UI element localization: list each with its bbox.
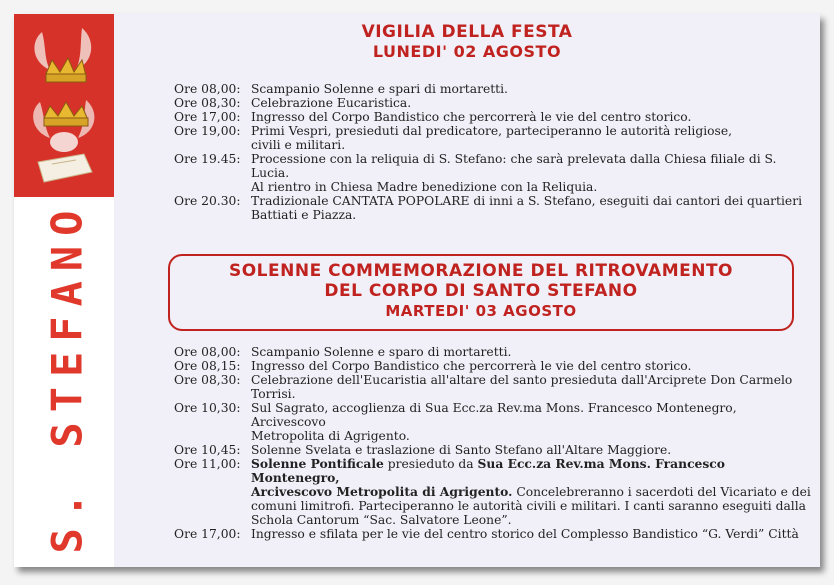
commemorazione-date: MARTEDI' 03 AGOSTO [385, 302, 577, 320]
event-description [251, 345, 811, 359]
event-description [251, 194, 811, 222]
vigilia-schedule [174, 82, 811, 222]
event-description [251, 110, 811, 124]
schedule-row [174, 401, 811, 443]
schedule-row [174, 345, 811, 359]
sidebar-red-panel [14, 14, 114, 197]
event-description [251, 373, 811, 401]
event-text: civili e militari. [251, 138, 346, 152]
saint-stephen-emblem-icon [22, 22, 106, 192]
event-bold-text: Sua Ecc.za Rev.ma Mons. Francesco Montenegro, [251, 456, 725, 485]
event-text: Metropolita di Agrigento. [251, 429, 410, 443]
event-time: Ore 08,15: [174, 359, 241, 373]
schedule-content [114, 14, 820, 567]
event-time: Ore 19,00: [174, 124, 241, 138]
event-time: Ore 10,30: [174, 401, 241, 415]
event-text: Primi Vespri, presieduti dal predicatore, parteciperanno le autorità religiose, [251, 124, 733, 138]
schedule-row [174, 124, 811, 152]
event-time: Ore 10,45: [174, 443, 241, 457]
schedule-row [174, 110, 811, 124]
event-text: Ingresso del Corpo Bandistico che percorrerà le vie del centro storico. [251, 110, 692, 124]
event-time: Ore 08,00: [174, 345, 241, 359]
event-text: Schola Cantorum “Sac. Salvatore Leone”. [251, 513, 512, 527]
event-time: Ore 08,30: [174, 373, 241, 387]
vigilia-title: VIGILIA DELLA FESTA [361, 22, 573, 42]
flyer-page [14, 14, 820, 567]
event-time: Ore 17,00: [174, 110, 241, 124]
event-text: Solenne Svelata e traslazione di Santo Stefano all'Altare Maggiore. [251, 443, 672, 457]
event-time: Ore 08,00: [174, 82, 241, 96]
schedule-row [174, 96, 811, 110]
event-text-line [251, 457, 811, 485]
event-description [251, 401, 811, 443]
event-description [251, 124, 811, 152]
schedule-row [174, 194, 811, 222]
event-time: Ore 19.45: [174, 152, 241, 166]
schedule-row [174, 457, 811, 527]
schedule-row [174, 527, 811, 541]
event-text: Processione con la reliquia di S. Stefano: che sarà prelevata dalla Chiesa filiale di S. Lucia. [251, 152, 777, 180]
event-text: Scampanio Solenne e spari di mortaretti. [251, 82, 508, 96]
event-text: Al rientro in Chiesa Madre benedizione con la Reliquia. [251, 180, 598, 194]
vigilia-date: LUNEDI' 02 AGOSTO [372, 42, 562, 61]
schedule-row [174, 443, 811, 457]
event-text: presieduto da [383, 457, 478, 471]
event-text: Celebrazione Eucaristica. [251, 96, 412, 110]
event-text: Celebrazione dell'Eucaristia all'altare del santo presieduta dall'Arciprete Don Carmelo [251, 373, 793, 387]
event-bold-text: Arcivescovo Metropolita di Agrigento. [251, 484, 513, 499]
event-description [251, 457, 811, 527]
event-description [251, 443, 811, 457]
sidebar-title: S. STEFANO [42, 200, 92, 554]
sidebar [14, 14, 114, 567]
event-bold-text: Solenne Pontificale [251, 456, 384, 471]
event-time: Ore 17,00: [174, 527, 241, 541]
event-text: Tradizionale CANTATA POPOLARE di inni a S. Stefano, eseguiti dai cantori dei quartieri [251, 194, 803, 208]
commemorazione-title-box [168, 254, 794, 331]
event-text: Concelebreranno i sacerdoti del Vicariato e dei [512, 485, 811, 499]
schedule-row [174, 82, 811, 96]
event-description [251, 96, 811, 110]
commemorazione-title-line1: SOLENNE COMMEMORAZIONE DEL RITROVAMENTO [228, 261, 734, 281]
event-time: Ore 08,30: [174, 96, 241, 110]
event-description [251, 82, 811, 96]
schedule-row [174, 359, 811, 373]
event-description [251, 152, 811, 194]
event-text-line [251, 485, 811, 499]
event-text: Ingresso e sfilata per le vie del centro storico del Complesso Bandistico “G. Verdi” Città [251, 527, 799, 541]
event-text: Ingresso del Corpo Bandistico che percorrerà le vie del centro storico. [251, 359, 692, 373]
event-text: Scampanio Solenne e sparo di mortaretti. [251, 345, 512, 359]
event-description [251, 527, 811, 541]
event-time: Ore 11,00: [174, 457, 241, 471]
event-text: Battiati e Piazza. [251, 208, 357, 222]
schedule-row [174, 373, 811, 401]
event-text: comuni limitrofi. Parteciperanno le autorità civili e militari. I canti saranno eseguiti dalla [251, 499, 807, 513]
event-text: Torrisi. [251, 387, 296, 401]
schedule-row [174, 152, 811, 194]
event-text: Sul Sagrato, accoglienza di Sua Ecc.za Rev.ma Mons. Francesco Montenegro, Arcivescovo [251, 401, 737, 429]
commemorazione-title-line2: DEL CORPO DI SANTO STEFANO [324, 281, 638, 301]
event-time: Ore 20.30: [174, 194, 241, 208]
commemorazione-schedule [174, 345, 811, 541]
event-description [251, 359, 811, 373]
